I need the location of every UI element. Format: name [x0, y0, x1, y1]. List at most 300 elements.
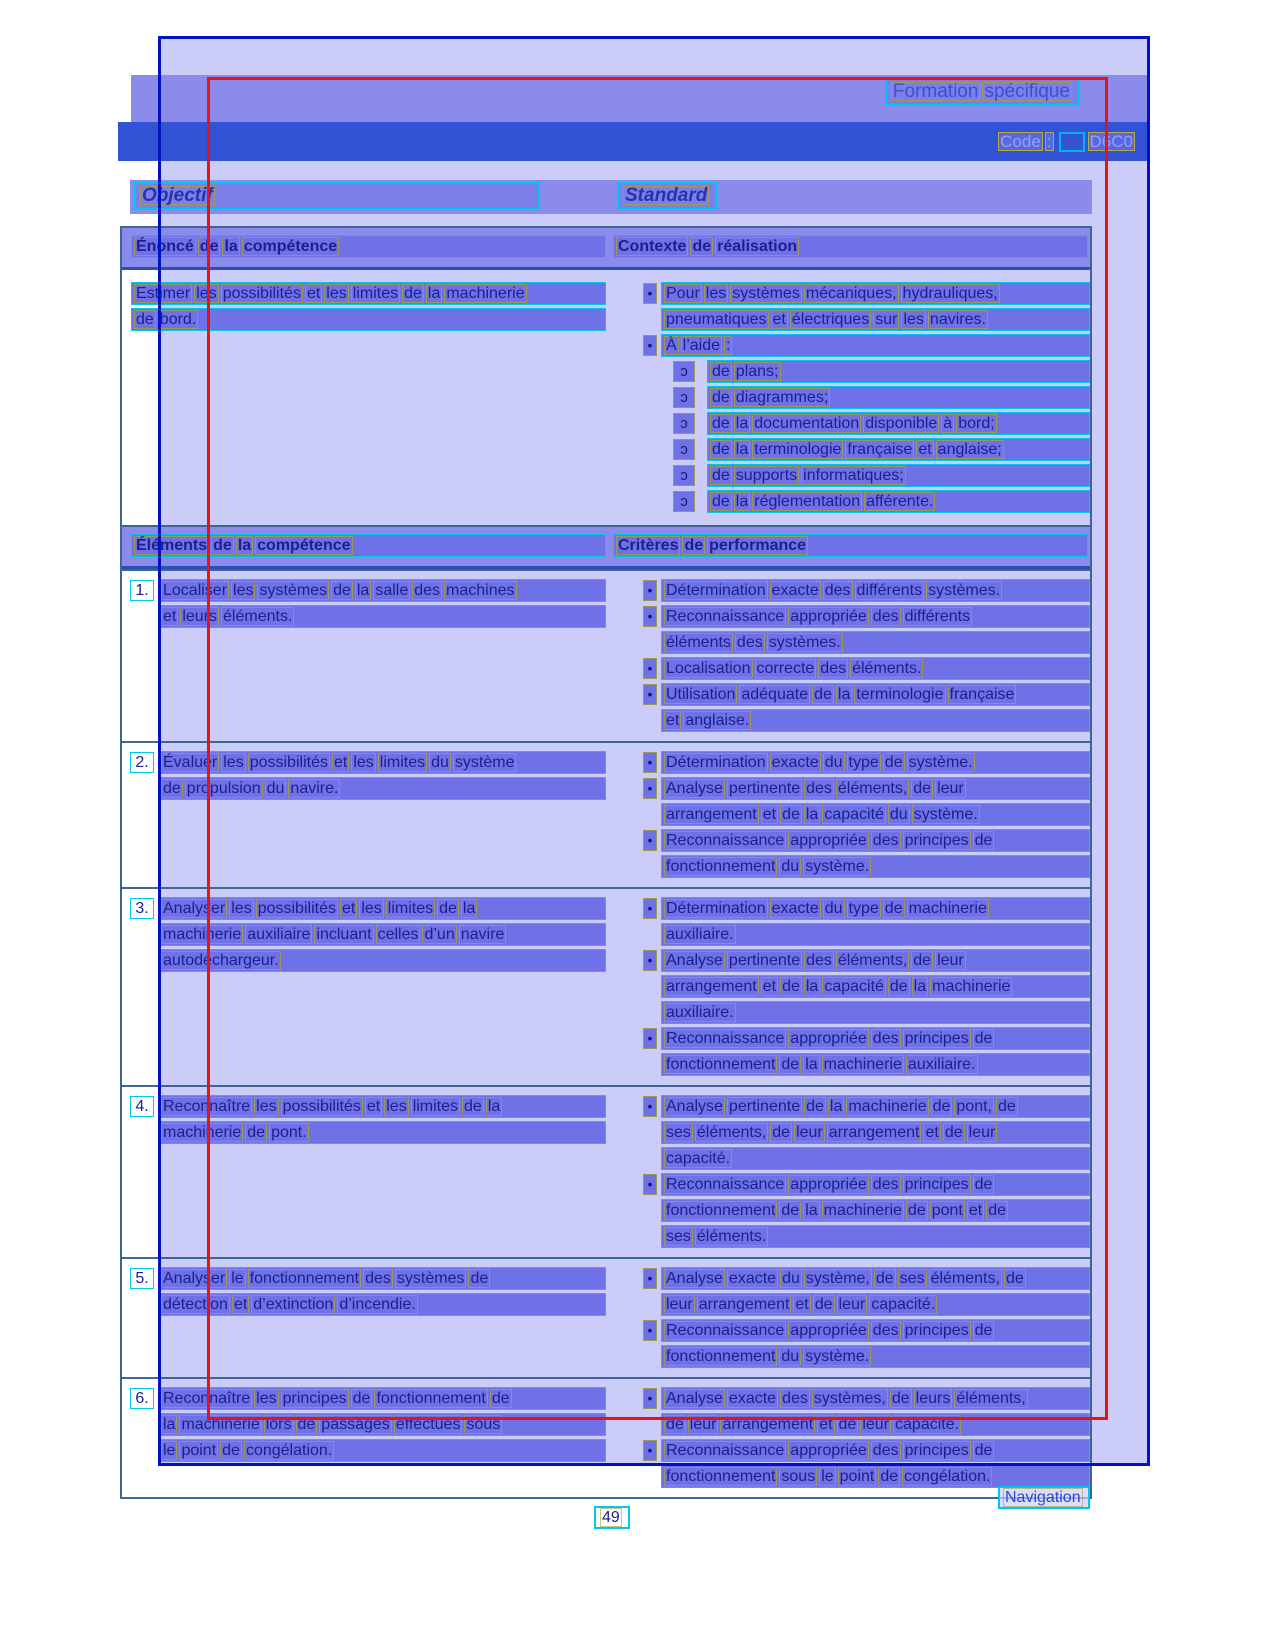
word-box: la: [913, 978, 927, 996]
text-line: [158, 777, 606, 800]
word-box: congélation.: [245, 1442, 333, 1460]
word-box: Localiser: [163, 582, 228, 600]
item-number: 2.: [130, 752, 154, 773]
word-box: navire: [460, 926, 505, 944]
element-cell: [122, 1267, 606, 1371]
text-line: [661, 282, 1090, 305]
word-box: machinerie: [823, 1056, 902, 1074]
word-box: disponible: [865, 415, 938, 433]
word-box: des: [872, 1442, 899, 1460]
word-box: Détermination: [666, 582, 766, 600]
word-box: le: [231, 1270, 244, 1288]
list-item: [606, 777, 1090, 829]
word-box: pont.: [271, 1124, 307, 1142]
word-box: arrangement: [698, 1296, 790, 1314]
word-box: systèmes,: [813, 1390, 886, 1408]
list-item: [606, 897, 1090, 949]
word-box: les: [196, 285, 217, 303]
bullet-icon: •: [643, 752, 657, 773]
dash-icon: ɔ: [673, 413, 695, 434]
word-box: des: [820, 660, 847, 678]
word-box: de: [875, 1270, 894, 1288]
text-line: [131, 308, 606, 331]
list-item: [606, 829, 1090, 881]
word-box: capacité: [824, 978, 884, 996]
dash-icon: ɔ: [673, 465, 695, 486]
word-box: effectués: [395, 1416, 461, 1434]
text-line: [707, 412, 1090, 435]
text-line: [661, 1121, 1090, 1144]
word-box: pertinente: [728, 780, 801, 798]
table-row: [122, 569, 1090, 741]
word-box: la: [829, 1098, 843, 1116]
word-box: des: [782, 1390, 808, 1408]
text-line: [707, 386, 1090, 409]
word-box: système.: [908, 754, 973, 772]
text-line: [158, 751, 606, 774]
bullet-icon: •: [643, 1268, 657, 1289]
word-box: la: [805, 1202, 818, 1220]
code-bar: [118, 122, 1150, 161]
word-box: du: [824, 754, 843, 772]
criteria-cell: [606, 579, 1090, 735]
word-box: ses: [666, 1228, 691, 1246]
word-box: française: [949, 686, 1015, 704]
text-line: [661, 777, 1090, 800]
bullet-icon: •: [643, 1440, 657, 1461]
bullet-icon: •: [643, 606, 657, 627]
word-box: exacte: [728, 1390, 777, 1408]
word-box: et: [968, 1202, 983, 1220]
word-box: et: [819, 1416, 833, 1434]
word-box: des: [872, 1176, 899, 1194]
word-box: terminologie: [856, 686, 944, 704]
table-row: [122, 887, 1090, 1085]
text-line: [158, 1439, 606, 1462]
list-item: [606, 1319, 1090, 1371]
word-box: le: [821, 1468, 834, 1486]
word-box: de: [913, 952, 932, 970]
word-box: principes: [904, 1030, 969, 1048]
word-box: exacte: [771, 754, 819, 772]
table-elements-competence: [120, 525, 1092, 1499]
word-box: de: [944, 1124, 963, 1142]
word-box: les: [256, 1098, 277, 1116]
word-box: documentation: [754, 415, 860, 433]
word-box: Reconnaître: [163, 1098, 251, 1116]
word-box: et: [233, 1296, 248, 1314]
word-box: machinerie: [908, 900, 987, 918]
word-box: et: [341, 900, 356, 918]
list-item: [606, 412, 1090, 438]
text-line: [661, 709, 1090, 732]
list-item: [606, 949, 1090, 1027]
word-box: de: [199, 238, 219, 256]
list-item: [606, 1173, 1090, 1251]
word-box: de: [666, 1416, 684, 1434]
word-box: les: [326, 285, 347, 303]
word-box: machinerie: [823, 1202, 902, 1220]
list-item: [606, 1387, 1090, 1439]
word-box: l’aide: [682, 337, 721, 355]
word-box: la: [805, 1056, 818, 1074]
word-box: 49: [602, 1509, 620, 1526]
word-box: de: [712, 441, 730, 459]
word-box: de: [998, 1098, 1016, 1116]
word-box: pertinente: [728, 1098, 801, 1116]
word-box: Contexte: [618, 238, 687, 256]
word-box: les: [361, 900, 382, 918]
text-line: [661, 1225, 1090, 1248]
word-box: de: [974, 1176, 993, 1194]
table-row: [122, 741, 1090, 887]
word-box: sur: [875, 311, 898, 329]
word-box: sous: [466, 1416, 501, 1434]
text-line: [661, 1267, 1090, 1290]
word-box: compétence: [243, 238, 338, 256]
word-box: exacte: [771, 582, 819, 600]
word-box: fonctionnement: [666, 1468, 776, 1486]
word-box: éléments,: [837, 780, 908, 798]
word-box: leurs: [182, 608, 218, 626]
word-box: arrangement: [828, 1124, 920, 1142]
word-box: réalisation: [717, 238, 798, 256]
word-box: de: [974, 1030, 993, 1048]
word-box: de: [136, 311, 154, 329]
word-box: arrangement: [666, 978, 757, 996]
element-cell: [122, 897, 606, 1079]
word-box: ses: [666, 1124, 691, 1142]
word-box: machinerie: [848, 1098, 927, 1116]
word-box: du: [781, 1348, 800, 1366]
text-line: [158, 1413, 606, 1436]
word-box: fonctionnement: [666, 1348, 776, 1366]
word-box: leur: [862, 1416, 890, 1434]
table1-header-row: [122, 228, 1090, 270]
word-box: pont,: [956, 1098, 992, 1116]
word-box: systèmes.: [768, 634, 841, 652]
word-box: Utilisation: [666, 686, 736, 704]
table2-rows: [122, 569, 1090, 1497]
criteria-cell: [606, 1095, 1090, 1251]
word-box: possibilités: [282, 1098, 361, 1116]
word-box: Analyse: [666, 952, 723, 970]
word-box: leur: [968, 1124, 996, 1142]
word-box: éléments,: [956, 1390, 1026, 1408]
word-box: de: [297, 1416, 316, 1434]
word-box: point: [181, 1442, 217, 1460]
list-item: [606, 683, 1090, 735]
word-box: du: [782, 1270, 800, 1288]
word-box: la: [805, 978, 819, 996]
text-line: [158, 1267, 606, 1290]
text-line: [661, 751, 1090, 774]
word-box: limites: [412, 1098, 459, 1116]
word-box: de: [712, 389, 730, 407]
word-box: principes: [282, 1390, 347, 1408]
text-line: [661, 897, 1090, 920]
word-box: limites: [352, 285, 399, 303]
word-box: appropriée: [790, 1030, 867, 1048]
word-box: de: [913, 780, 932, 798]
word-box: la: [462, 900, 476, 918]
word-box: Énoncé: [136, 238, 194, 256]
standard-heading: [617, 182, 717, 210]
word-box: navire.: [290, 780, 339, 798]
word-box: correcte: [756, 660, 815, 678]
table2-header-right: [613, 534, 1088, 557]
word-box: de: [712, 467, 730, 485]
word-box: bord.: [159, 311, 197, 329]
word-box: type: [848, 900, 879, 918]
word-box: Reconnaissance: [666, 1442, 785, 1460]
word-box: éléments.: [696, 1228, 767, 1246]
navigation-link[interactable]: [998, 1486, 1090, 1509]
word-box: de: [352, 1390, 371, 1408]
code-value: [1088, 132, 1137, 151]
word-box: des: [736, 634, 763, 652]
word-box: de: [814, 686, 832, 704]
word-box: et: [366, 1098, 381, 1116]
text-line: [661, 1293, 1090, 1316]
word-box: pont: [931, 1202, 963, 1220]
word-box: de: [692, 238, 712, 256]
word-box: fonctionnement: [666, 1202, 776, 1220]
list-item: [130, 897, 606, 975]
word-box: de: [781, 1202, 800, 1220]
word-box: celles: [377, 926, 419, 944]
table2-header-left: [131, 534, 606, 557]
word-box: passages: [321, 1416, 390, 1434]
text-line: [661, 1413, 1090, 1436]
word-box: les: [903, 311, 924, 329]
word-box: À: [666, 337, 677, 355]
text-line: [661, 1387, 1090, 1410]
word-box: du: [266, 780, 285, 798]
word-box: possibilités: [249, 754, 328, 772]
word-box: Analyser: [163, 900, 226, 918]
word-box: exacte: [771, 900, 819, 918]
word-box: des: [806, 952, 832, 970]
highlight-gap-box: [1059, 132, 1085, 152]
word-box: des: [806, 780, 832, 798]
word-box: performance: [709, 537, 807, 555]
word-box: propulsion: [186, 780, 261, 798]
word-box: principes: [904, 1176, 969, 1194]
word-box: de: [781, 1056, 800, 1074]
text-line: [707, 438, 1090, 461]
word-box: de: [814, 1296, 833, 1314]
word-box: pertinente: [728, 952, 801, 970]
text-line: [661, 605, 1090, 628]
word-box: et: [333, 754, 348, 772]
word-box: des: [872, 832, 899, 850]
bullet-icon: •: [643, 830, 657, 851]
element-cell: [122, 751, 606, 881]
text-line: [158, 579, 606, 602]
word-box: de: [974, 832, 993, 850]
word-box: de: [712, 493, 730, 511]
word-box: leur: [796, 1124, 823, 1142]
word-box: système.: [805, 858, 870, 876]
item-number: 5.: [130, 1268, 154, 1289]
list-item: [606, 1095, 1090, 1173]
word-box: possibilités: [222, 285, 301, 303]
word-box: du: [889, 806, 908, 824]
word-box: à: [943, 415, 953, 433]
word-box: lors: [265, 1416, 292, 1434]
word-box: appropriée: [790, 1322, 867, 1340]
word-box: systèmes: [259, 582, 328, 600]
text-line: [158, 1293, 606, 1316]
word-box: éléments,: [696, 1124, 767, 1142]
word-box: de: [988, 1202, 1006, 1220]
word-box: et: [918, 441, 932, 459]
table-enonce-competence: [120, 226, 1092, 528]
word-box: de: [932, 1098, 951, 1116]
word-box: la: [735, 441, 749, 459]
text-line: [707, 464, 1090, 487]
word-box: Analyse: [666, 1390, 723, 1408]
word-box: fonctionnement: [376, 1390, 486, 1408]
word-box: de: [333, 582, 351, 600]
table-row: [122, 1377, 1090, 1497]
list-item: [606, 579, 1090, 605]
table-row: [122, 1257, 1090, 1377]
word-box: de: [163, 780, 181, 798]
word-box: éléments: [666, 634, 731, 652]
text-line: [707, 360, 1090, 383]
criteria-cell: [606, 1387, 1090, 1491]
word-box: de: [884, 900, 903, 918]
word-box: de: [772, 1124, 791, 1142]
word-box: des: [872, 1322, 899, 1340]
word-box: leur: [937, 952, 964, 970]
bullet-icon: •: [643, 684, 657, 705]
word-box: du: [824, 900, 843, 918]
word-box: réglementation: [754, 493, 861, 511]
word-box: Estimer: [136, 285, 191, 303]
list-item: [130, 1267, 606, 1319]
code-label: [998, 132, 1055, 151]
table1-header-right: [613, 235, 1088, 258]
word-box: Reconnaissance: [666, 832, 785, 850]
text-line: [158, 605, 606, 628]
word-box: auxiliaire.: [666, 926, 734, 944]
bullet-icon: •: [643, 658, 657, 679]
word-box: Évaluer: [163, 754, 218, 772]
word-box: sous: [781, 1468, 816, 1486]
list-item: [606, 464, 1090, 490]
word-box: diagrammes;: [735, 389, 829, 407]
word-box: incluant: [316, 926, 372, 944]
word-box: Éléments: [136, 537, 208, 555]
text-line: [158, 923, 606, 946]
word-box: Objectif: [142, 185, 213, 207]
word-box: Analyse: [666, 1270, 723, 1288]
dash-icon: ɔ: [673, 439, 695, 460]
list-item: [606, 438, 1090, 464]
word-box: informatiques;: [803, 467, 904, 485]
text-line: [661, 1095, 1090, 1118]
text-line: [661, 829, 1090, 852]
word-box: des: [414, 582, 441, 600]
word-box: leur: [666, 1296, 693, 1314]
word-box: leur: [689, 1416, 717, 1434]
word-box: la: [356, 582, 370, 600]
element-cell: [122, 579, 606, 735]
word-box: :: [1046, 132, 1052, 151]
word-box: d’incendie.: [339, 1296, 416, 1314]
bullet-icon: •: [643, 335, 657, 356]
word-box: les: [223, 754, 244, 772]
word-box: leur: [838, 1296, 866, 1314]
word-box: leurs: [915, 1390, 951, 1408]
list-item: [606, 751, 1090, 777]
word-box: de: [889, 978, 908, 996]
word-box: de: [891, 1390, 910, 1408]
word-box: différents: [904, 608, 971, 626]
word-box: de: [884, 754, 903, 772]
word-box: les: [386, 1098, 407, 1116]
list-item: [606, 282, 1090, 334]
word-box: Reconnaissance: [666, 1322, 785, 1340]
word-box: la: [487, 1098, 501, 1116]
dash-icon: ɔ: [673, 361, 695, 382]
word-box: détection: [163, 1296, 228, 1314]
word-box: appropriée: [790, 608, 867, 626]
text-line: [661, 1001, 1090, 1024]
list-item: [606, 1267, 1090, 1319]
bullet-icon: •: [643, 1028, 657, 1049]
word-box: de: [404, 285, 422, 303]
bullet-icon: •: [643, 898, 657, 919]
list-item: [606, 386, 1090, 412]
word-box: Critères: [618, 537, 679, 555]
list-item: [130, 1095, 606, 1147]
text-line: [661, 1027, 1090, 1050]
word-box: et: [795, 1296, 809, 1314]
word-box: point: [839, 1468, 875, 1486]
item-number: 1.: [130, 580, 154, 601]
word-box: éléments.: [852, 660, 922, 678]
word-box: D6C0: [1089, 132, 1133, 151]
word-box: compétence: [257, 537, 351, 555]
list-item: [606, 657, 1090, 683]
dash-icon: ɔ: [673, 387, 695, 408]
text-line: [661, 657, 1090, 680]
page-number: [594, 1506, 630, 1529]
word-box: mécaniques,: [805, 285, 897, 303]
list-item: [130, 579, 606, 631]
word-box: congélation.: [904, 1468, 991, 1486]
word-box: du: [781, 858, 800, 876]
text-line: [661, 334, 1090, 357]
list-item: [606, 360, 1090, 386]
text-line: [158, 897, 606, 920]
table1-left-cell: [122, 282, 606, 516]
word-box: limites: [387, 900, 434, 918]
word-box: Pour: [666, 285, 700, 303]
word-box: et: [666, 712, 680, 730]
bullet-icon: •: [643, 283, 657, 304]
word-box: systèmes: [396, 1270, 465, 1288]
word-box: type: [848, 754, 879, 772]
word-box: et: [306, 285, 321, 303]
text-line: [661, 1345, 1090, 1368]
word-box: les: [353, 754, 374, 772]
word-box: d’extinction: [253, 1296, 334, 1314]
